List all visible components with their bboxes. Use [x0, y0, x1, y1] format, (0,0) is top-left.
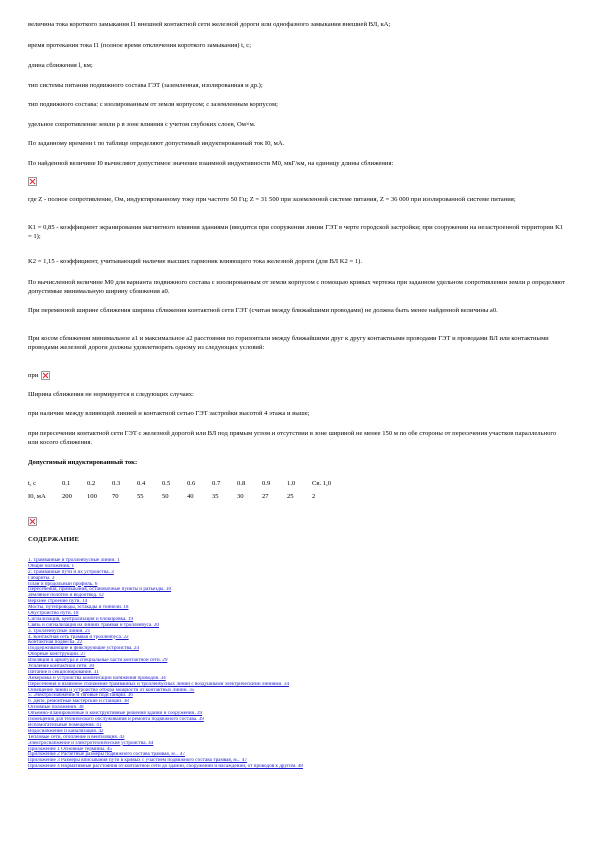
toc-link[interactable]: Вспомогательные помещения. 41 — [28, 722, 102, 728]
paragraph: величина тока короткого замыкания I1 внешней контактной сети железной дороги или однофазного замыкания внешней ВЛ, кА; — [28, 21, 391, 28]
paragraph: По вычисленной величине M0 для варианта подвижного состава с изолированным от земли корпусом с помощью кривых чертежа при заданном удельном сопротивлении земли ρ определяют допустимые минимальную ширину сближения a0. — [28, 279, 566, 295]
broken-image-icon — [41, 371, 50, 380]
table-row: I0, мА 200 100 70 55 50 40 35 30 27 25 2 — [28, 492, 316, 500]
table-row: t, с 0.1 0.2 0.3 0.4 0.5 0.6 0.7 0.8 0.9 1.0 Св. 1,0 — [28, 480, 332, 487]
toc-link[interactable]: Приложение 3 Размеры вписывания пути в кривых с участием подвижного состава трамвая, м... 47 — [28, 758, 248, 764]
broken-image-icon — [28, 517, 37, 526]
toc-link[interactable]: Водоснабжение и канализация. 42 — [28, 728, 104, 734]
toc-link[interactable]: Поддерживающие и фиксирующие устройства. 24 — [28, 646, 139, 652]
toc-link[interactable]: 6. Депо, ремонтные мастерские и станции. 38 — [28, 699, 129, 705]
broken-image-icon — [28, 177, 37, 186]
toc-link[interactable]: Опорные конструкции. 27 — [28, 652, 86, 658]
toc-link[interactable]: Усиление контактной сети. 30 — [28, 664, 95, 670]
toc-link[interactable]: Земляное полотно и водоотвод. 12 — [28, 593, 104, 599]
toc-link[interactable]: Электроснабжение и электротехнические устройства. 44 — [28, 740, 154, 746]
toc-link[interactable]: Приложение 2 Расчетные размеры подвижного состава трамвая, м... 47 — [28, 752, 185, 758]
paragraph: время протекания тока I1 (полное время отключения короткого замыкания) t, с; — [28, 42, 252, 49]
toc-link[interactable]: Питание и секционирование. 31 — [28, 669, 99, 675]
toc-link[interactable]: Связь и сигнализация на линиях трамвая и троллейбуса. 20 — [28, 622, 160, 628]
toc-link[interactable]: План и продольный профиль. 6 — [28, 581, 98, 587]
toc-link[interactable]: Анкеровка и устройства компенсации натяжения проводов. 34 — [28, 675, 166, 681]
paragraph: длина сближения l, км; — [28, 62, 93, 69]
toc-link[interactable]: Верхнее строение пути. 14 — [28, 599, 88, 605]
toc-link[interactable]: Приложение 1 Основные термины. 45 — [28, 746, 112, 752]
paragraph: при пересечении контактной сети ГЭТ с железной дорогой или ВЛ под прямым углом и отсутствии в зоне шириной не менее 150 м по обе стороны от пересечения участков параллельного или косого сближения. — [28, 430, 557, 446]
induced-current-table — [28, 480, 337, 505]
toc-link[interactable]: Пересечения и взаимное сближение трамвайных и троллейбусных линий с воздушными электрическими линиями. 34 — [28, 681, 290, 687]
toc-link[interactable]: Общие положения. 1 — [28, 563, 75, 569]
toc-link[interactable]: Освещение линий и устройство отбора мощности от контактных линий. 35 — [28, 687, 195, 693]
toc-link[interactable]: Обустройство пути. 18 — [28, 611, 79, 617]
table-of-contents — [28, 558, 568, 770]
toc-link[interactable]: Мосты, путепроводы, эстакады и тоннели. 18 — [28, 605, 129, 611]
toc-link[interactable]: Приложение 4 Нормативные расстояния от контактной сети до зданий, сооружений и насаждений, от проводов к другим. 48 — [28, 764, 304, 770]
toc-link[interactable]: 5. Электроснабжение и тяговые подстанции. 36 — [28, 693, 133, 699]
toc-link[interactable]: Изоляция и арматура и специальные части контактной сети. 29 — [28, 658, 168, 664]
paragraph: Ширина сближения не нормируется в следующих случаях: — [28, 391, 194, 398]
toc-link[interactable]: Помещения для технического обслуживания и ремонта подвижного состава. 39 — [28, 717, 204, 723]
toc-link[interactable]: Габариты. 3 — [28, 575, 55, 581]
condition-line — [28, 371, 568, 381]
toc-link[interactable]: Сигнализация, централизация и блокировка. 19 — [28, 616, 134, 622]
toc-link[interactable]: Объемно-планировочные и конструктивные решения зданий и сооружений. 39 — [28, 711, 203, 717]
toc-link[interactable]: Контактная подвеска. 22 — [28, 640, 83, 646]
paragraph: тип системы питания подвижного состава ГЭТ (заземленная, изолированная и др.); — [28, 82, 263, 89]
toc-link[interactable]: Пересечения, примыкания, остановочные пункты и разъезды. 10 — [28, 587, 172, 593]
paragraph: По заданному времени t по таблице определяют допустимый индуктированный ток I0, мА. — [28, 140, 285, 147]
condition-label: при — [28, 372, 39, 380]
paragraph: где Z - полное сопротивление, Ом, индуктированному току при частоте 50 Гц; Z = 31 500 при заземленной системе питания, Z = 36 000 при изолированной системе питания; — [28, 196, 516, 203]
paragraph: K2 = 1,15 - коэффициент, учитывающий наличие высших гармоник влияющего тока железной дороги (для ВЛ K2 = 1). — [28, 258, 362, 265]
toc-link[interactable]: 2. Трамвайные пути и их устройства. 3 — [28, 569, 114, 575]
paragraph: При косом сближении минимальное a1 и максимальное a2 расстояния по горизонтали между ближайшими друг к другу контактными проводами ГЭТ и проводами ВЛ или контактными проводами железной дороги должны удовлетворять одному из следующих условий: — [28, 335, 549, 351]
paragraph: тип подвижного состава: с изолированным от земли корпусом; с заземленным корпусом; — [28, 101, 278, 108]
paragraph: K1 = 0,85 - коэффициент экранирования магнитного влияния зданиями (вводится при сооружении линии ГЭТ в черте городской застройки; при сооружении на незастроенной территории K1 = 1); — [28, 224, 564, 240]
paragraph: При переменной ширине сближения ширина сближения контактной сети ГЭТ (считая между ближайшими проводами) не должна быть менее найденной величины a0. — [28, 307, 498, 314]
toc-link[interactable]: 3. Троллейбусные линии. 21 — [28, 628, 91, 634]
toc-link[interactable]: 4. Контактная сеть трамвая и троллейбуса. 22 — [28, 634, 129, 640]
table-caption: Допустимый индуктированный ток: — [28, 459, 138, 466]
toc-link[interactable]: Основные положения. 38 — [28, 705, 84, 711]
paragraph: удельное сопротивление земли ρ в зоне влияния с учетом глубоких слоев, Ом×м. — [28, 121, 256, 128]
toc-title: СОДЕРЖАНИЕ — [28, 536, 80, 543]
toc-link[interactable]: 1. Трамвайные и троллейбусные линии. 1 — [28, 558, 120, 563]
paragraph: По найденной величине I0 вычисляют допустимое значение взаимной индуктивности M0, мкГ/км, на единицу длины сближения: — [28, 160, 394, 167]
toc-item — [28, 764, 568, 770]
toc-link[interactable]: Тепловые сети, отопление и вентиляция. 43 — [28, 734, 125, 740]
paragraph: при наличии между влияющей линией и контактной сетью ГЭТ застройки высотой 4 этажа и выше; — [28, 410, 310, 417]
